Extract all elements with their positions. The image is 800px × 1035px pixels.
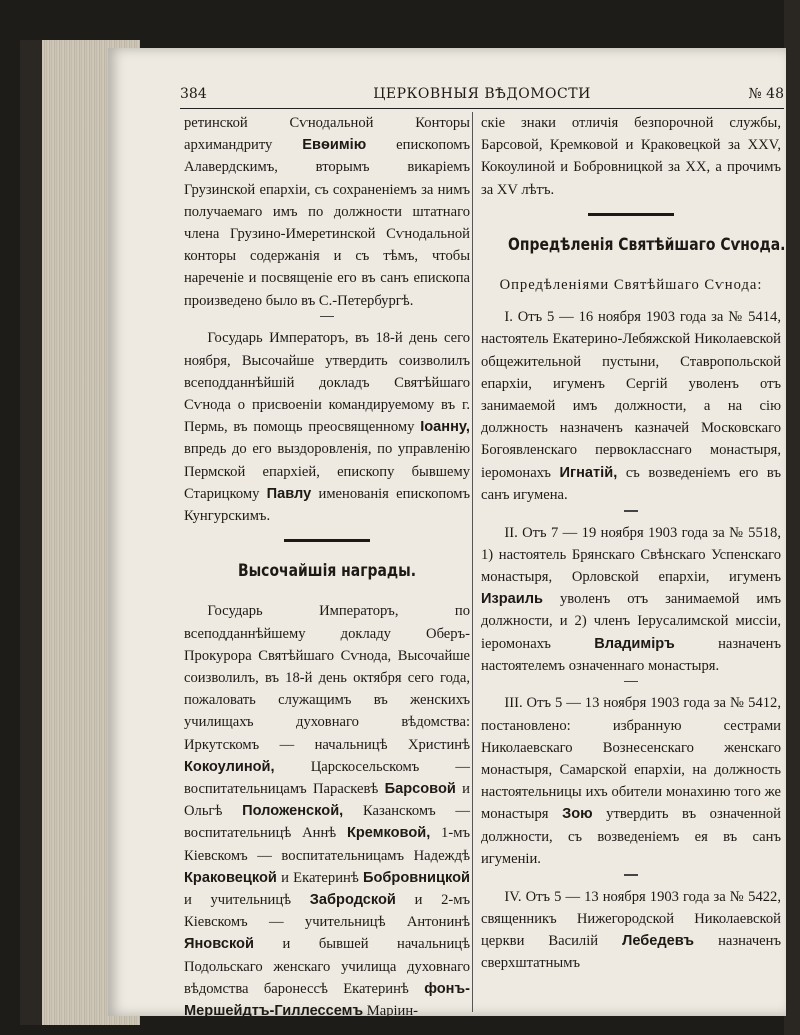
journal-title: ЦЕРКОВНЫЯ ВѢДОМОСТИ bbox=[373, 86, 591, 102]
short-dash bbox=[624, 681, 638, 683]
paragraph-awards: Государь Императоръ, по всеподданнѣйшему докладу Оберъ-Прокурора Святѣйшаго Сѵнода, Высочайше соизволилъ, въ 18-й день октября сего года, пожаловать служащимъ въ женскихъ училищахъ духовнаго вѣдомства: Иркутскомъ — начальницѣ Христинѣ Кокоулиной, Царскосельскомъ — воспитательницамъ Параскевѣ Барсовой и Ольгѣ Положенской, Казанскомъ — воспитательницѣ Аннѣ Кремковой, 1-мъ Кіевскомъ — воспитательницамъ Надеждѣ Краковецкой и Екатеринѣ Бобровницкой и учительницѣ Забродской и 2-мъ Кіевскомъ — учительницѣ Антонинѣ Яновской и бывшей начальницѣ Подольскаго женскаго училища духовнаго вѣдомства баронессѣ Екатеринѣ фонъ-Мершейдтъ-Гиллессемъ Маріин- bbox=[184, 603, 471, 1020]
issue-number: № 48 bbox=[748, 86, 784, 102]
section-separator bbox=[284, 539, 370, 542]
background-edge bbox=[784, 0, 800, 1035]
column-divider bbox=[472, 112, 473, 1012]
short-dash bbox=[320, 316, 334, 318]
short-dash bbox=[624, 874, 638, 876]
item-ii: II. Отъ 7 — 19 ноября 1903 года за № 5518, 1) настоятель Брянскаго Свѣнскаго Успенскаго монастыря, Орловской епархіи, игуменъ Израиль уволенъ отъ занимаемой имъ должности, и 2) членъ Іерусалимской миссіи, іеромонахъ Владиміръ назначенъ настоятелемъ означеннаго монастыря. bbox=[481, 524, 782, 674]
document-page bbox=[108, 48, 786, 1020]
section-heading-synod: Опредѣленія Святѣйшаго Сѵнода. bbox=[508, 234, 786, 255]
item-iv: IV. Отъ 5 — 13 ноября 1903 года за № 5422, священникъ Нижегородской Николаевской церкви Василій Лебедевъ назначенъ сверхштатнымъ bbox=[481, 888, 781, 972]
paragraph-appointment: ретинской Сѵнодальной Конторы архимандриту Евѳимію епископомъ Алавердскимъ, вторымъ викаріемъ Грузинской епархіи, съ сохраненіемъ за нимъ получаемаго имъ по должности штатнаго члена Грузино-Имеретинской Сѵнодальной конторы содержанія и съ тѣмъ, чтобы нареченіе и посвященіе его въ санъ епископа произведено было въ С.-Петербургѣ. bbox=[184, 115, 471, 309]
item-iii: III. Отъ 5 — 13 ноября 1903 года за № 5412, постановлено: избранную сестрами Николаевскаго Вознесенскаго женскаго монастыря, Самарской епархіи, на должность настоятельницы ихъ обители монахиню того же монастыря Зою утвердить въ означенной должности, съ возведеніемъ ея въ санъ игуменіи. bbox=[481, 695, 781, 867]
item-i: I. Отъ 5 — 16 ноября 1903 года за № 5414, настоятель Екатерино-Лебяжской Николаевской общежительной пустыни, Ставропольской епархіи, игуменъ Сергій уволенъ отъ занимаемой имъ должности, а на сію должность назначенъ казначей Московскаго Богоявленскаго первоклacснаго монастыря, іеромонахъ Игнатій, съ возведеніемъ его въ санъ игумена. bbox=[481, 309, 781, 503]
page-number: 384 bbox=[180, 86, 207, 102]
section-heading-awards: Высочайшія награды. bbox=[237, 561, 417, 582]
right-column bbox=[481, 112, 786, 974]
paragraph-awards-continued: скіе знаки отличія безпорочной службы, Барсовой, Кремковой и Краковецкой за XXV, Кокоулиной и Бобровницкой за XX, а прочимъ за XV лѣтъ. bbox=[481, 115, 781, 198]
subheading: Опредѣленіями Святѣйшаго Сѵнода: bbox=[499, 277, 763, 294]
short-dash bbox=[624, 510, 638, 512]
left-column bbox=[184, 112, 470, 1022]
section-separator bbox=[588, 213, 674, 216]
paragraph-decree: Государь Императоръ, въ 18-й день сего ноября, Высочайше утвердить соизволилъ всеподданнѣйшій докладъ Святѣйшаго Сѵнода о присвоеніи командируемому въ г. Пермь, въ помощь преосвященному Іоанну, впредь до его выздоровленія, по управленію Пермской епархіей, епископу бывшему Старицкому Павлу именованія епископомъ Кунгурскимъ. bbox=[184, 330, 470, 524]
book-spine-shadow bbox=[20, 40, 42, 1025]
running-header bbox=[180, 84, 784, 109]
